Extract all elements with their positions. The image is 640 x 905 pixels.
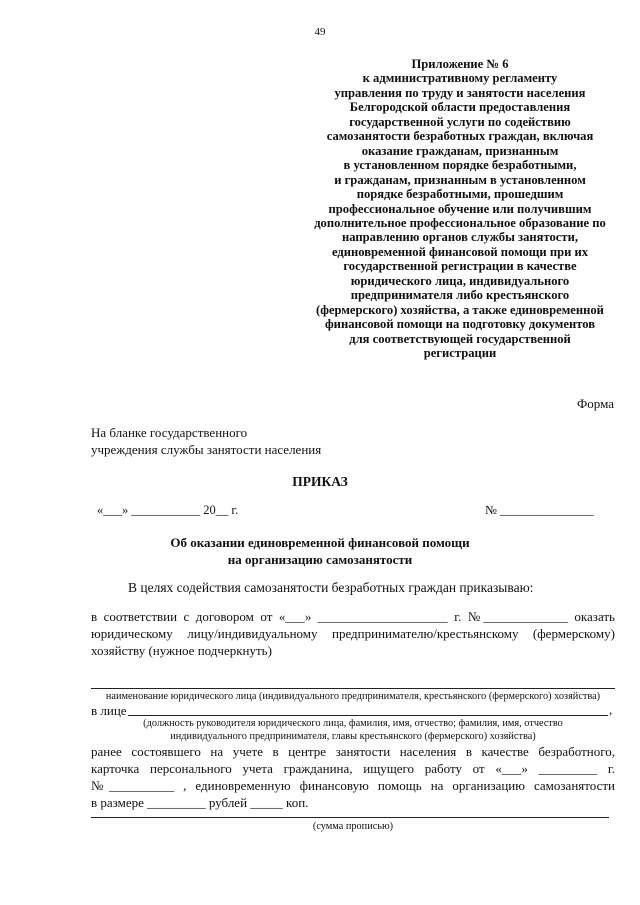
appendix-line: дополнительное профессиональное образование по — [314, 215, 606, 230]
paragraph-assistance-line-3: №__________ , единовременную финансовую помощь на организацию самозанятости — [91, 778, 615, 793]
paragraph-contract-line-1: в соответствии с договором от «___» ____________________ г. №_____________ оказать — [91, 609, 615, 624]
appendix-line: (фермерского) хозяйства, а также единовременной — [316, 302, 604, 317]
page-number: 49 — [314, 26, 326, 38]
order-date-line: «___» ___________ 20__ г. — [97, 503, 239, 517]
paragraph-contract-line-2: юридическому лицу/индивидуальному предпринимателю/крестьянскому (фермерскому) — [91, 626, 615, 641]
appendix-line: государственной услуги по содействию — [349, 114, 571, 129]
blank-note-line-2: учреждения службы занятости населения — [91, 442, 322, 457]
appendix-line: к административному регламенту — [362, 71, 558, 86]
paragraph-contract — [91, 608, 615, 659]
entity-name-caption-text: наименование юридического лица (индивидуального предпринимателя, крестьянского (фермерского) хозяйства) — [105, 691, 601, 702]
order-subject — [0, 534, 640, 568]
order-intro: В целях содействия самозанятости безработных граждан приказываю: — [128, 580, 534, 595]
appendix-line: Белгородской области предоставления — [349, 100, 571, 115]
sum-caption-text: (сумма прописью) — [312, 821, 394, 832]
appendix-line: профессиональное обучение или получившим — [328, 201, 592, 216]
appendix-line: в установленном порядке безработными, — [343, 158, 577, 173]
person-caption-line-2: индивидуального предпринимателя, главы крестьянского (фермерского) хозяйства) — [170, 731, 536, 742]
appendix-line: единовременной финансовой помощи при их — [331, 244, 589, 259]
order-number-line: № _______________ — [485, 503, 594, 517]
appendix-line: самозанятости безработных граждан, включая — [326, 129, 594, 144]
paragraph-assistance — [91, 743, 615, 811]
subject-line-1: Об оказании единовременной финансовой помощи — [170, 535, 470, 550]
appendix-line: Приложение № 6 — [411, 57, 509, 71]
paragraph-assistance-line-4: в размере _________ рублей _____ коп. — [91, 795, 309, 810]
appendix-line: управления по труду и занятости населения — [334, 85, 586, 100]
sum-caption — [91, 820, 615, 833]
appendix-line: для соответствующей государственной — [349, 331, 571, 346]
in-person-label: в лице — [91, 703, 127, 718]
appendix-line: государственной регистрации в качестве — [343, 259, 577, 274]
appendix-line: и гражданам, признанным в установленном — [334, 172, 586, 187]
paragraph-assistance-line-1: ранее состоявшего на учете в центре занятости населения в качестве безработного, — [91, 744, 615, 759]
form-label: Форма — [577, 396, 614, 411]
blank-note — [91, 424, 321, 458]
appendix-block — [290, 57, 630, 361]
appendix-line: оказание гражданам, признанным — [361, 143, 559, 158]
paragraph-contract-line-3: хозяйству (нужное подчеркнуть) — [91, 643, 272, 658]
person-caption — [91, 717, 615, 743]
in-person-comma: , — [609, 702, 613, 717]
appendix-line: порядке безработными, прошедшим — [356, 187, 564, 202]
blank-note-line-1: На бланке государственного — [91, 425, 248, 440]
in-person-rule — [128, 715, 608, 716]
appendix-line: предпринимателя либо крестьянского — [350, 288, 570, 303]
appendix-line: юридического лица, индивидуального — [350, 273, 570, 288]
subject-line-2: на организацию самозанятости — [227, 552, 413, 567]
paragraph-assistance-line-2: карточка персонального учета гражданина, ищущего работу от «___» _________ г. — [91, 761, 615, 776]
appendix-line: направлению органов службы занятости, — [342, 230, 578, 245]
appendix-line: регистрации — [423, 346, 497, 361]
person-caption-line-1: (должность руководителя юридического лица, фамилия, имя, отчество; фамилия, имя, отчество — [143, 718, 563, 729]
order-title: ПРИКАЗ — [292, 474, 348, 489]
sum-in-words-rule — [91, 817, 609, 818]
appendix-line: финансовой помощи на подготовку документов — [324, 317, 596, 332]
entity-name-rule — [91, 688, 615, 689]
